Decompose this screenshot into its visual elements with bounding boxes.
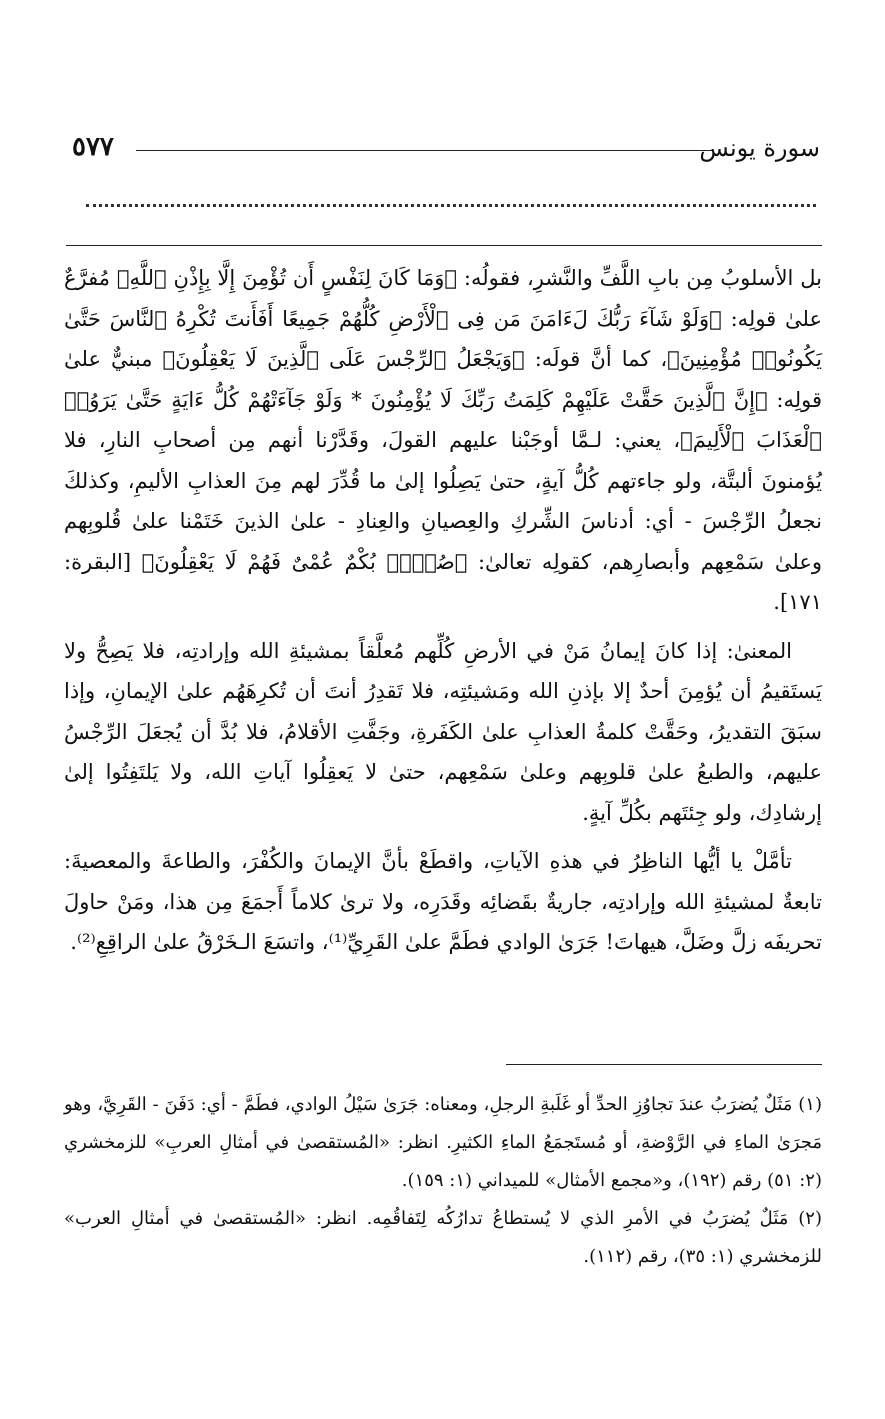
- paragraph-1: بل الأسلوبُ مِن بابِ اللَّفِّ والنَّشرِ، فقولُه: ﴿وَمَا كَانَ لِنَفْسٍ أَن تُؤْمِنَ إِلَّا بِإِذْنِ ٱللَّهِ﴾ مُفرَّعٌ علىٰ قولِه: ﴿وَلَوْ شَآءَ رَبُّكَ لَءَامَنَ مَن فِى ٱلْأَرْضِ كُلُّهُمْ جَمِيعًا أَفَأَنتَ تُكْرِهُ ٱلنَّاسَ حَتَّىٰ يَكُونُوا۟ مُؤْمِنِينَ﴾، كما أنَّ قولَه: ﴿وَيَجْعَلُ ٱلرِّجْسَ عَلَى ٱلَّذِينَ لَا يَعْقِلُونَ﴾ مبنيٌّ علىٰ قولِه: ﴿إِنَّ ٱلَّذِينَ حَقَّتْ عَلَيْهِمْ كَلِمَتُ رَبِّكَ لَا يُؤْمِنُونَ * وَلَوْ جَآءَتْهُمْ كُلُّ ءَايَةٍ حَتَّىٰ يَرَوُا۟ ٱلْعَذَابَ ٱلْأَلِيمَ﴾، يعني: لـمَّا أوجَبْنا عليهم القولَ، وقَدَّرْنا أنهم مِن أصحابِ النارِ، فلا يُؤمنونَ ألبتَّة، ولو جاءتهم كُلُّ آيةٍ، حتىٰ يَصِلُوا إلىٰ ما قُدِّرَ لهم مِنَ العذابِ الأليمِ، وكذلكَ نجعلُ الرِّجْسَ - أي: أدناسَ الشِّركِ والعِصيانِ والعِنادِ - علىٰ الذينَ خَتَمْنا علىٰ قُلوبِهم وعلىٰ سَمْعِهم وأبصارِهم، كقولِه تعالىٰ: ﴿صُمٌّۢ بُكْمٌ عُمْىٌ فَهُمْ لَا يَعْقِلُونَ﴾ [البقرة: ١٧١].: [64, 266, 822, 614]
- footnote-1: (١) مَثَلٌ يُضرَبُ عندَ تجاوُزِ الحدِّ أو غَلَبةِ الرجلِ، ومعناه: جَرَىٰ سَيْلُ الوادي، فطَمَّ - أي: دَفَنَ - القَرِيَّ، وهو مَجرَىٰ الماءِ في الرَّوْضةِ، أو مُستَجمَعُ الماءِ الكثيرِ. انظر: «المُستقصىٰ في أمثالِ العربِ» للزمخشري (٢: ٥١) رقم (١٩٢)، و«مجمع الأمثال» للميداني (١: ١٥٩).: [64, 1094, 822, 1191]
- body-text: [64, 258, 822, 971]
- dotted-separator: [86, 204, 816, 207]
- surah-title: سورة يونس: [699, 134, 820, 162]
- paragraph-2: المعنىٰ: إذا كانَ إيمانُ مَنْ في الأرضِ كُلِّهم مُعلَّقاً بمشيئةِ الله وإرادتِه، فلا يَصِحُّ ولا يَستَقيمُ أن يُؤمِنَ أحدٌ إلا بإذنِ الله ومَشيئتِه، فلا تَقدِرُ أنتَ أن تُكرِهَهُم علىٰ الإيمانِ، وإذا سبَقَ التقديرُ، وحَقَّتْ كلمةُ العذابِ علىٰ الكَفَرةِ، وجَفَّتِ الأقلامُ، فلا بُدَّ أن يُجعَلَ الرِّجْسُ عليهم، والطبعُ علىٰ قلوبِهم وعلىٰ سَمْعِهم، حتىٰ لا يَعقِلُوا آياتِ الله، ولا يَلتَفِتُوا إلىٰ إرشادِك، ولو جِئتَهم بكُلِّ آيةٍ.: [64, 638, 822, 825]
- paragraph-3: تأمَّلْ يا أيُّها الناظِرُ في هذهِ الآياتِ، واقطَعْ بأنَّ الإيمانَ والكُفْرَ، والطاعةَ والمعصيةَ: تابعةٌ لمشيئةِ الله وإرادتِه، جاريةٌ بقَضائِه وقَدَرِه، ولا ترىٰ كلاماً أَجمَعَ مِن هذا، ومَنْ حاولَ تحريفَه زلَّ وضَلَّ، هيهاتَ! جَرَىٰ الوادي فطَمَّ علىٰ القَرِيِّ⁽¹⁾، واتسَعَ الـخَرْقُ علىٰ الراقِعِ⁽²⁾.: [64, 849, 822, 954]
- page-header: [72, 128, 820, 172]
- footnote-2: (٢) مَثَلٌ يُضرَبُ في الأمرِ الذي لا يُستطاعُ تدارُكُه لِتَفاقُمِه. انظر: «المُستقصىٰ في أمثالِ العرب» للزمخشري (١: ٣٥)، رقم (١١٢).: [64, 1208, 822, 1267]
- page-number: ٥٧٧: [72, 132, 114, 162]
- footnotes: [64, 1086, 822, 1276]
- header-rule: [136, 150, 714, 151]
- main-rule: [66, 245, 822, 246]
- footnote-rule: [506, 1064, 822, 1065]
